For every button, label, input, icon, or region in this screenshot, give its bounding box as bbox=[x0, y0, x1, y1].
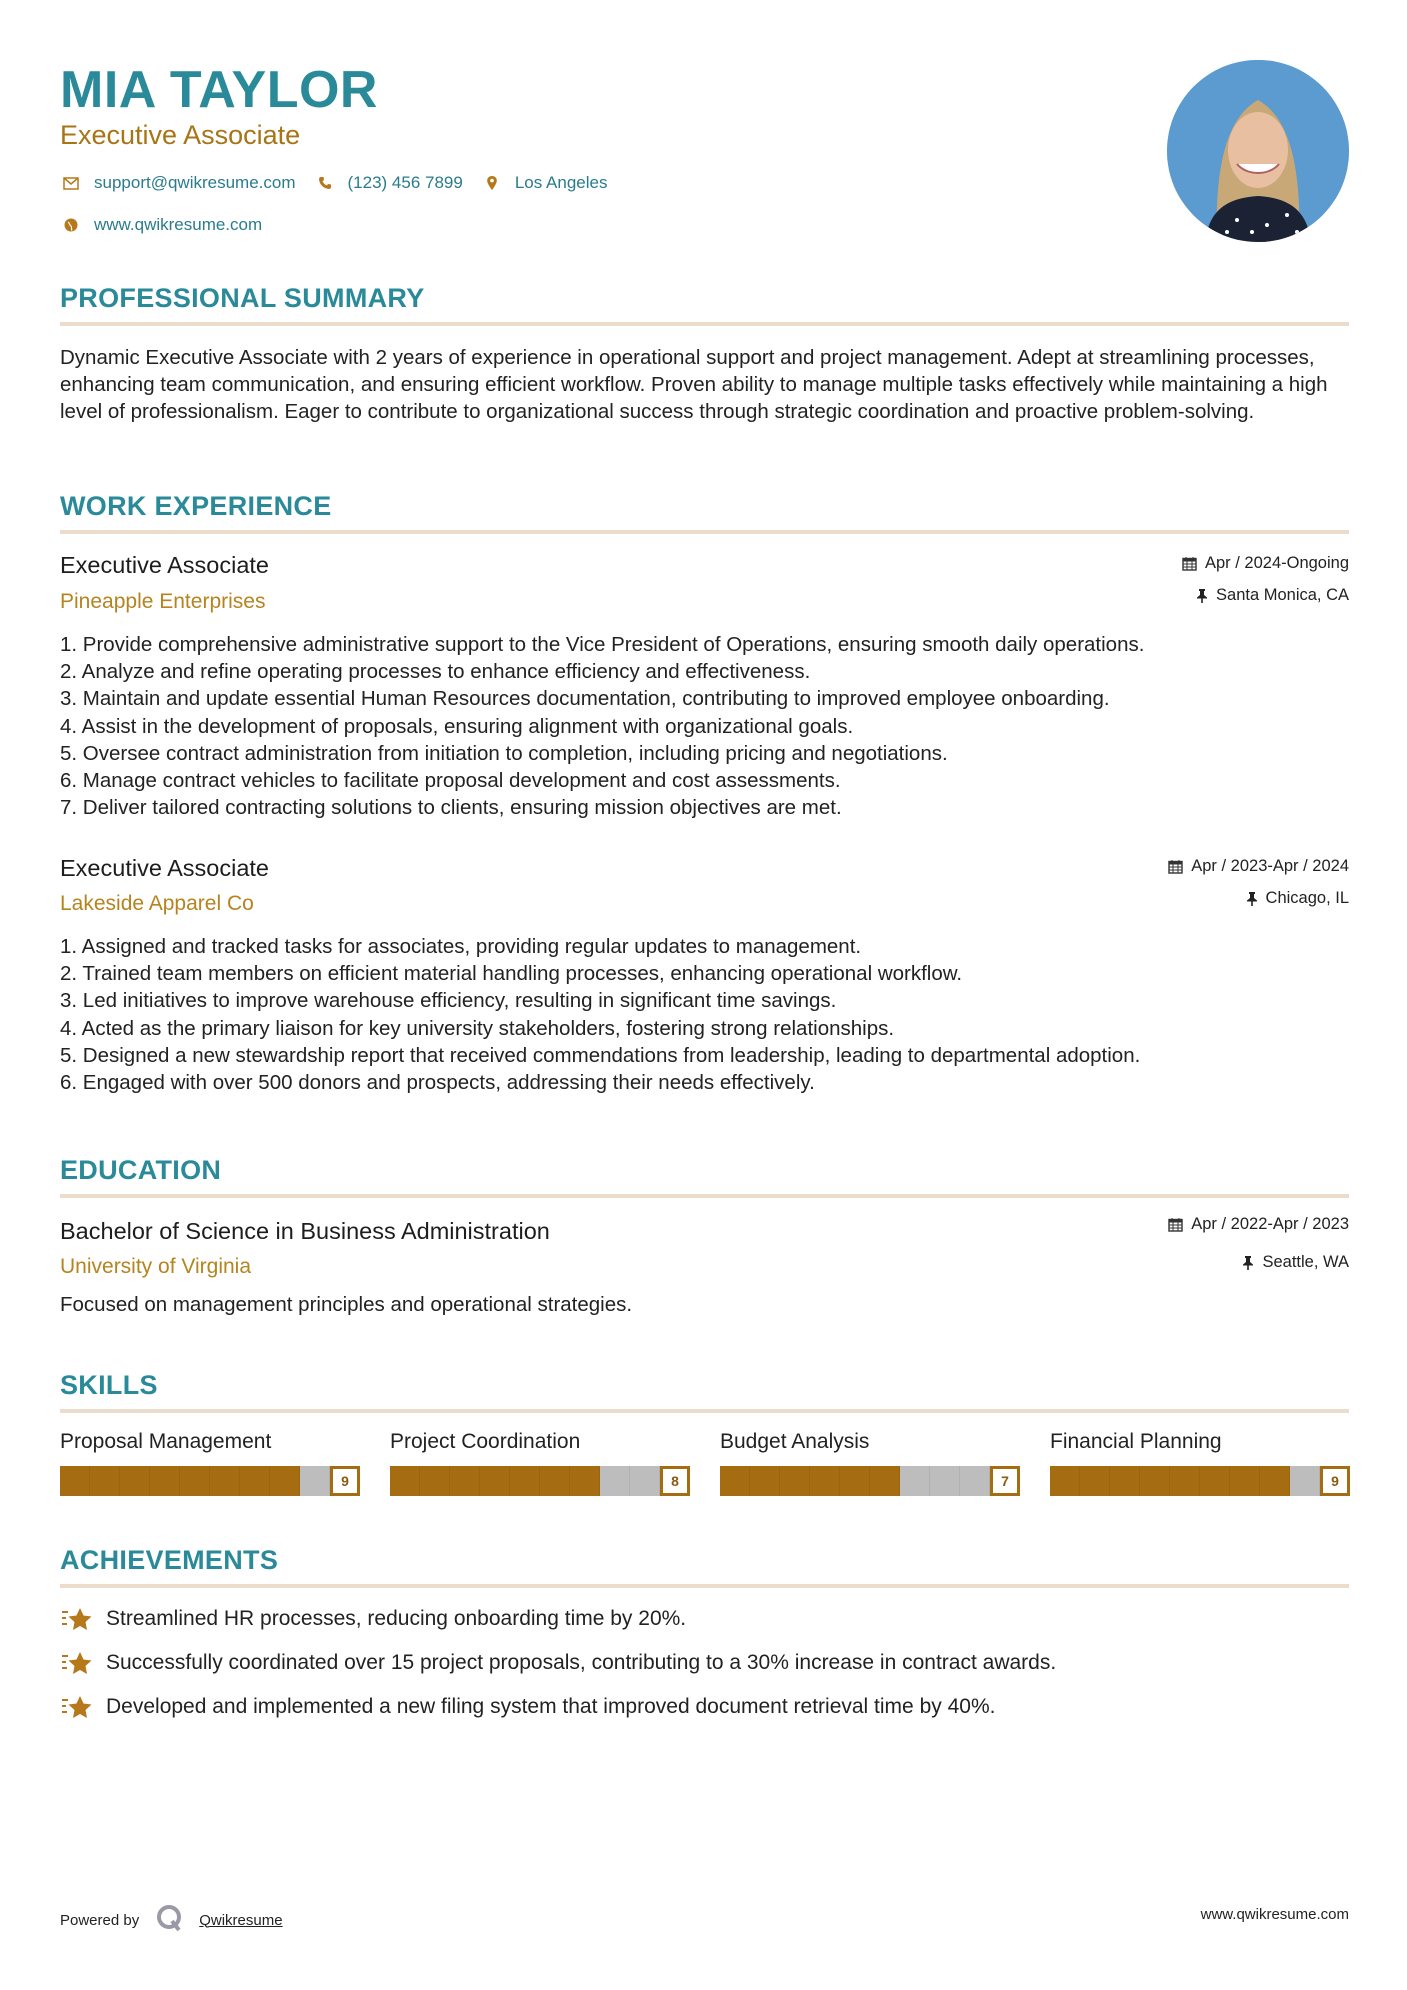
calendar-icon bbox=[1168, 859, 1183, 874]
skill-segment bbox=[1230, 1466, 1260, 1496]
section-divider bbox=[60, 1194, 1349, 1198]
skill-label: Project Coordination bbox=[390, 1430, 581, 1453]
job-company: Pineapple Enterprises bbox=[60, 590, 266, 613]
skill-segment bbox=[240, 1466, 270, 1496]
calendar-icon bbox=[1182, 556, 1197, 571]
skill-segment bbox=[1170, 1466, 1200, 1496]
phone-number[interactable]: (123) 456 7899 bbox=[347, 173, 463, 192]
achievement-text: Successfully coordinated over 15 project proposals, contributing to a 30% increase in contract awards. bbox=[106, 1651, 1057, 1674]
skill-segment bbox=[150, 1466, 180, 1496]
section-divider bbox=[60, 1584, 1349, 1588]
section-heading-achievements: ACHIEVEMENTS bbox=[60, 1545, 279, 1575]
skill-segment bbox=[1200, 1466, 1230, 1496]
job-bullet: 6. Manage contract vehicles to facilitate proposal development and cost assessments. bbox=[60, 769, 841, 793]
job-location bbox=[1196, 586, 1349, 605]
skill-segment bbox=[1080, 1466, 1110, 1496]
powered-by-label: Powered by bbox=[60, 1911, 140, 1929]
skill-segment bbox=[390, 1466, 420, 1496]
section-heading-education: EDUCATION bbox=[60, 1155, 222, 1185]
skill-item bbox=[1050, 1430, 1350, 1496]
candidate-title: Executive Associate bbox=[60, 120, 301, 150]
skill-segment bbox=[900, 1466, 930, 1496]
skill-segment bbox=[1140, 1466, 1170, 1496]
star-award-icon bbox=[60, 1694, 94, 1720]
summary-text: Dynamic Executive Associate with 2 years of experience in operational support and project management. Adept at streamlining processes, enhancing team communication, and ensuring efficient workflow. Proven ability to manage multiple tasks effectively while maintaining a high level of professionalism. Eager to contribute to organizational success through strategic coordination and proactive problem-solving. bbox=[60, 346, 1328, 423]
job-bullet: 5. Oversee contract administration from initiation to completion, including pricing and negotiations. bbox=[60, 741, 948, 765]
skill-segment bbox=[420, 1466, 450, 1496]
star-award-icon bbox=[60, 1650, 94, 1676]
skill-segment bbox=[630, 1466, 660, 1496]
job-bullet: 3. Maintain and update essential Human Resources documentation, contributing to improved employee onboarding. bbox=[60, 687, 1110, 711]
job-bullet: 4. Assist in the development of proposals, ensuring alignment with organizational goals. bbox=[60, 714, 854, 738]
skill-segment bbox=[210, 1466, 240, 1496]
achievement-text: Streamlined HR processes, reducing onboarding time by 20%. bbox=[106, 1607, 687, 1630]
school: University of Virginia bbox=[60, 1255, 252, 1278]
skill-item bbox=[720, 1430, 1020, 1496]
job-bullet: 5. Designed a new stewardship report that received commendations from leadership, leading to departmental adoption. bbox=[60, 1043, 1141, 1067]
degree: Bachelor of Science in Business Administration bbox=[60, 1218, 550, 1244]
education-location-text: Seattle, WA bbox=[1262, 1253, 1349, 1271]
skill-segment bbox=[180, 1466, 210, 1496]
skill-segment bbox=[1260, 1466, 1290, 1496]
skill-rating-bar bbox=[720, 1466, 1020, 1496]
qwikresume-logo-icon bbox=[155, 1903, 185, 1937]
job-dates bbox=[1168, 857, 1349, 876]
skill-segment bbox=[780, 1466, 810, 1496]
skill-segment bbox=[120, 1466, 150, 1496]
skill-segment bbox=[1050, 1466, 1080, 1496]
education-location bbox=[1242, 1253, 1349, 1272]
skill-segment bbox=[300, 1466, 330, 1496]
skill-segment bbox=[1110, 1466, 1140, 1496]
job-bullet: 2. Analyze and refine operating processes to enhance efficiency and effectiveness. bbox=[60, 660, 811, 684]
job-dates bbox=[1182, 554, 1349, 573]
skill-segment bbox=[510, 1466, 540, 1496]
achievement-item bbox=[60, 1650, 1056, 1676]
candidate-name: MIA TAYLOR bbox=[60, 61, 378, 119]
contact-row bbox=[60, 173, 607, 193]
skill-segment bbox=[750, 1466, 780, 1496]
skill-segment bbox=[960, 1466, 990, 1496]
section-heading-skills: SKILLS bbox=[60, 1370, 158, 1400]
skill-segment bbox=[60, 1466, 90, 1496]
pushpin-icon bbox=[1196, 588, 1208, 604]
skill-rating-bar bbox=[390, 1466, 690, 1496]
website-link[interactable]: www.qwikresume.com bbox=[94, 215, 263, 234]
skill-item bbox=[390, 1430, 690, 1496]
footer-powered-by bbox=[60, 1903, 283, 1937]
achievement-item bbox=[60, 1694, 995, 1720]
skill-score: 8 bbox=[660, 1466, 690, 1496]
skill-segment bbox=[450, 1466, 480, 1496]
job-bullet: 7. Deliver tailored contracting solutions to clients, ensuring mission objectives are met. bbox=[60, 796, 842, 820]
skill-segment bbox=[720, 1466, 750, 1496]
footer-website[interactable]: www.qwikresume.com bbox=[1200, 1906, 1349, 1923]
achievement-item bbox=[60, 1606, 686, 1632]
section-divider bbox=[60, 530, 1349, 534]
skill-segment bbox=[270, 1466, 300, 1496]
location-text: Los Angeles bbox=[514, 173, 608, 192]
job-bullet: 1. Provide comprehensive administrative support to the Vice President of Operations, ensuring smooth daily operations. bbox=[60, 633, 1145, 656]
skill-segment bbox=[840, 1466, 870, 1496]
skill-segment bbox=[570, 1466, 600, 1496]
job-location-text: Chicago, IL bbox=[1265, 889, 1349, 907]
job-location-text: Santa Monica, CA bbox=[1216, 586, 1349, 604]
location-pin-icon bbox=[481, 175, 503, 191]
skill-segment bbox=[540, 1466, 570, 1496]
pushpin-icon bbox=[1246, 891, 1258, 907]
skill-segment bbox=[870, 1466, 900, 1496]
job-dates-text: Apr / 2024-Ongoing bbox=[1204, 554, 1349, 572]
phone-icon bbox=[314, 176, 336, 190]
section-divider bbox=[60, 1409, 1349, 1413]
skill-score: 7 bbox=[990, 1466, 1020, 1496]
qwikresume-link[interactable]: Qwikresume bbox=[199, 1911, 283, 1929]
globe-icon bbox=[60, 218, 82, 232]
skill-rating-bar bbox=[60, 1466, 360, 1496]
skill-score: 9 bbox=[1320, 1466, 1350, 1496]
job-bullet: 3. Led initiatives to improve warehouse efficiency, resulting in significant time savings. bbox=[60, 989, 837, 1013]
skill-segment bbox=[480, 1466, 510, 1496]
skill-item bbox=[60, 1430, 360, 1496]
envelope-icon bbox=[60, 177, 82, 190]
profile-photo bbox=[1167, 60, 1349, 242]
job-bullets bbox=[60, 631, 1360, 821]
website-row bbox=[60, 215, 262, 235]
achievement-text: Developed and implemented a new filing system that improved document retrieval time by 40%. bbox=[106, 1695, 996, 1718]
education-dates bbox=[1168, 1215, 1349, 1234]
skill-label: Financial Planning bbox=[1050, 1430, 1222, 1453]
job-location bbox=[1246, 889, 1349, 908]
job-role: Executive Associate bbox=[60, 855, 269, 881]
pushpin-icon bbox=[1242, 1255, 1254, 1271]
calendar-icon bbox=[1168, 1217, 1183, 1232]
job-bullet: 1. Assigned and tracked tasks for associates, providing regular updates to management. bbox=[60, 935, 862, 958]
skill-label: Proposal Management bbox=[60, 1430, 272, 1453]
section-divider bbox=[60, 322, 1349, 326]
email-link[interactable]: support@qwikresume.com bbox=[94, 173, 296, 192]
skill-segment bbox=[600, 1466, 630, 1496]
skill-segment bbox=[810, 1466, 840, 1496]
job-bullets bbox=[60, 933, 1360, 1096]
job-bullet: 4. Acted as the primary liaison for key university stakeholders, fostering strong relationships. bbox=[60, 1016, 895, 1040]
section-heading-experience: WORK EXPERIENCE bbox=[60, 491, 332, 521]
skill-segment bbox=[1290, 1466, 1320, 1496]
job-company: Lakeside Apparel Co bbox=[60, 892, 254, 915]
skill-segment bbox=[930, 1466, 960, 1496]
section-heading-summary: PROFESSIONAL SUMMARY bbox=[60, 283, 425, 313]
skill-segment bbox=[90, 1466, 120, 1496]
job-bullet: 6. Engaged with over 500 donors and prospects, addressing their needs effectively. bbox=[60, 1071, 815, 1095]
skill-rating-bar bbox=[1050, 1466, 1350, 1496]
education-description: Focused on management principles and operational strategies. bbox=[60, 1293, 633, 1316]
job-bullet: 2. Trained team members on efficient material handling processes, enhancing operational workflow. bbox=[60, 962, 963, 986]
job-dates-text: Apr / 2023-Apr / 2024 bbox=[1191, 857, 1349, 875]
skill-label: Budget Analysis bbox=[720, 1430, 870, 1453]
skill-score: 9 bbox=[330, 1466, 360, 1496]
star-award-icon bbox=[60, 1606, 94, 1632]
job-role: Executive Associate bbox=[60, 552, 269, 578]
education-dates-text: Apr / 2022-Apr / 2023 bbox=[1191, 1215, 1349, 1233]
